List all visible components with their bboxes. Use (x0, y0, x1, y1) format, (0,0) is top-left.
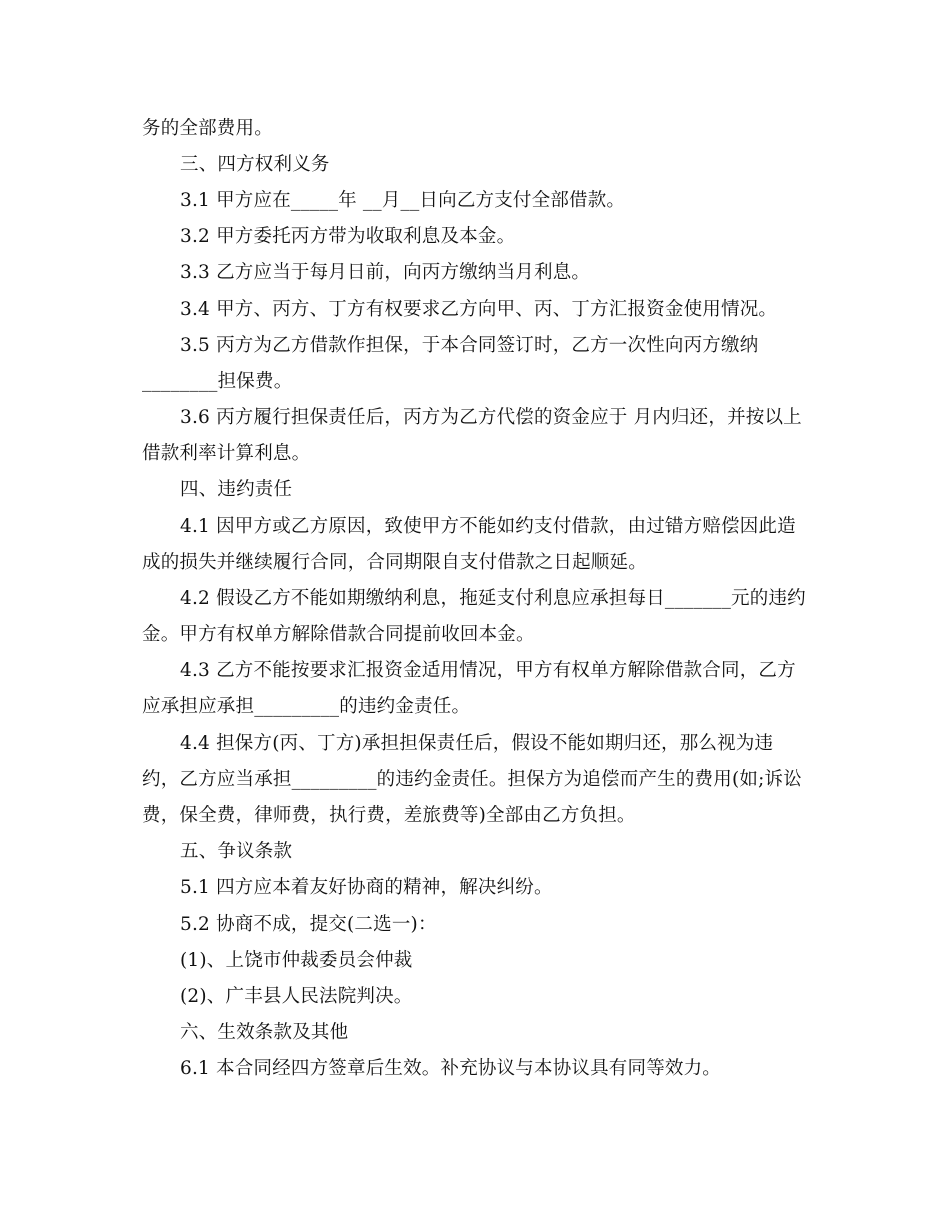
clause-4-1: 4.1 因甲方或乙方原因，致使甲方不能如约支付借款，由过错方赔偿因此造 (180, 516, 796, 537)
text-line: 务的全部费用。 (142, 118, 273, 139)
clause-4-3: 4.3 乙方不能按要求汇报资金适用情况，甲方有权单方解除借款合同，乙方 (180, 660, 796, 681)
clause-5-1: 5.1 四方应本着友好协商的精神，解决纠纷。 (180, 877, 553, 898)
text-line: 应承担应承担_________的违约金责任。 (142, 696, 471, 717)
text-line: 约，乙方应当承担_________的违约金责任。担保方为追偿而产生的费用(如;诉讼 (142, 769, 802, 790)
text-line: 成的损失并继续履行合同，合同期限自支付借款之日起顺延。 (142, 552, 647, 573)
text-line: ________担保费。 (142, 371, 293, 392)
clause-4-4: 4.4 担保方(丙、丁方)承担担保责任后，假设不能如期归还，那么视为违 (180, 733, 774, 754)
clause-3-4: 3.4 甲方、丙方、丁方有权要求乙方向甲、丙、丁方汇报资金使用情况。 (180, 299, 778, 320)
text-line: 费，保全费，律师费，执行费，差旅费等)全部由乙方负担。 (142, 805, 636, 826)
section-heading: 五、争议条款 (180, 841, 293, 862)
text-line: 金。甲方有权单方解除借款合同提前收回本金。 (142, 624, 535, 645)
clause-3-2: 3.2 甲方委托丙方带为收取利息及本金。 (180, 226, 516, 247)
section-heading: 四、违约责任 (180, 479, 293, 500)
section-heading: 六、生效条款及其他 (180, 1022, 349, 1043)
section-heading: 三、四方权利义务 (180, 154, 330, 175)
clause-3-6: 3.6 丙方履行担保责任后，丙方为乙方代偿的资金应于 月内归还，并按以上 (180, 407, 802, 428)
option-1: (1)、上饶市仲裁委员会仲裁 (180, 950, 413, 971)
clause-3-5: 3.5 丙方为乙方借款作担保，于本合同签订时，乙方一次性向丙方缴纳 (180, 335, 759, 356)
clause-4-2: 4.2 假设乙方不能如期缴纳利息，拖延支付利息应承担每日_______元的违约 (180, 588, 806, 609)
clause-3-3: 3.3 乙方应当于每月日前，向丙方缴纳当月利息。 (180, 262, 591, 283)
option-2: (2)、广丰县人民法院判决。 (180, 986, 413, 1007)
clause-6-1: 6.1 本合同经四方签章后生效。补充协议与本协议具有同等效力。 (180, 1058, 722, 1079)
clause-3-1: 3.1 甲方应在_____年 __月__日向乙方支付全部借款。 (180, 190, 626, 211)
text-line: 借款利率计算利息。 (142, 443, 311, 464)
clause-5-2: 5.2 协商不成，提交(二选一)： (180, 914, 437, 935)
